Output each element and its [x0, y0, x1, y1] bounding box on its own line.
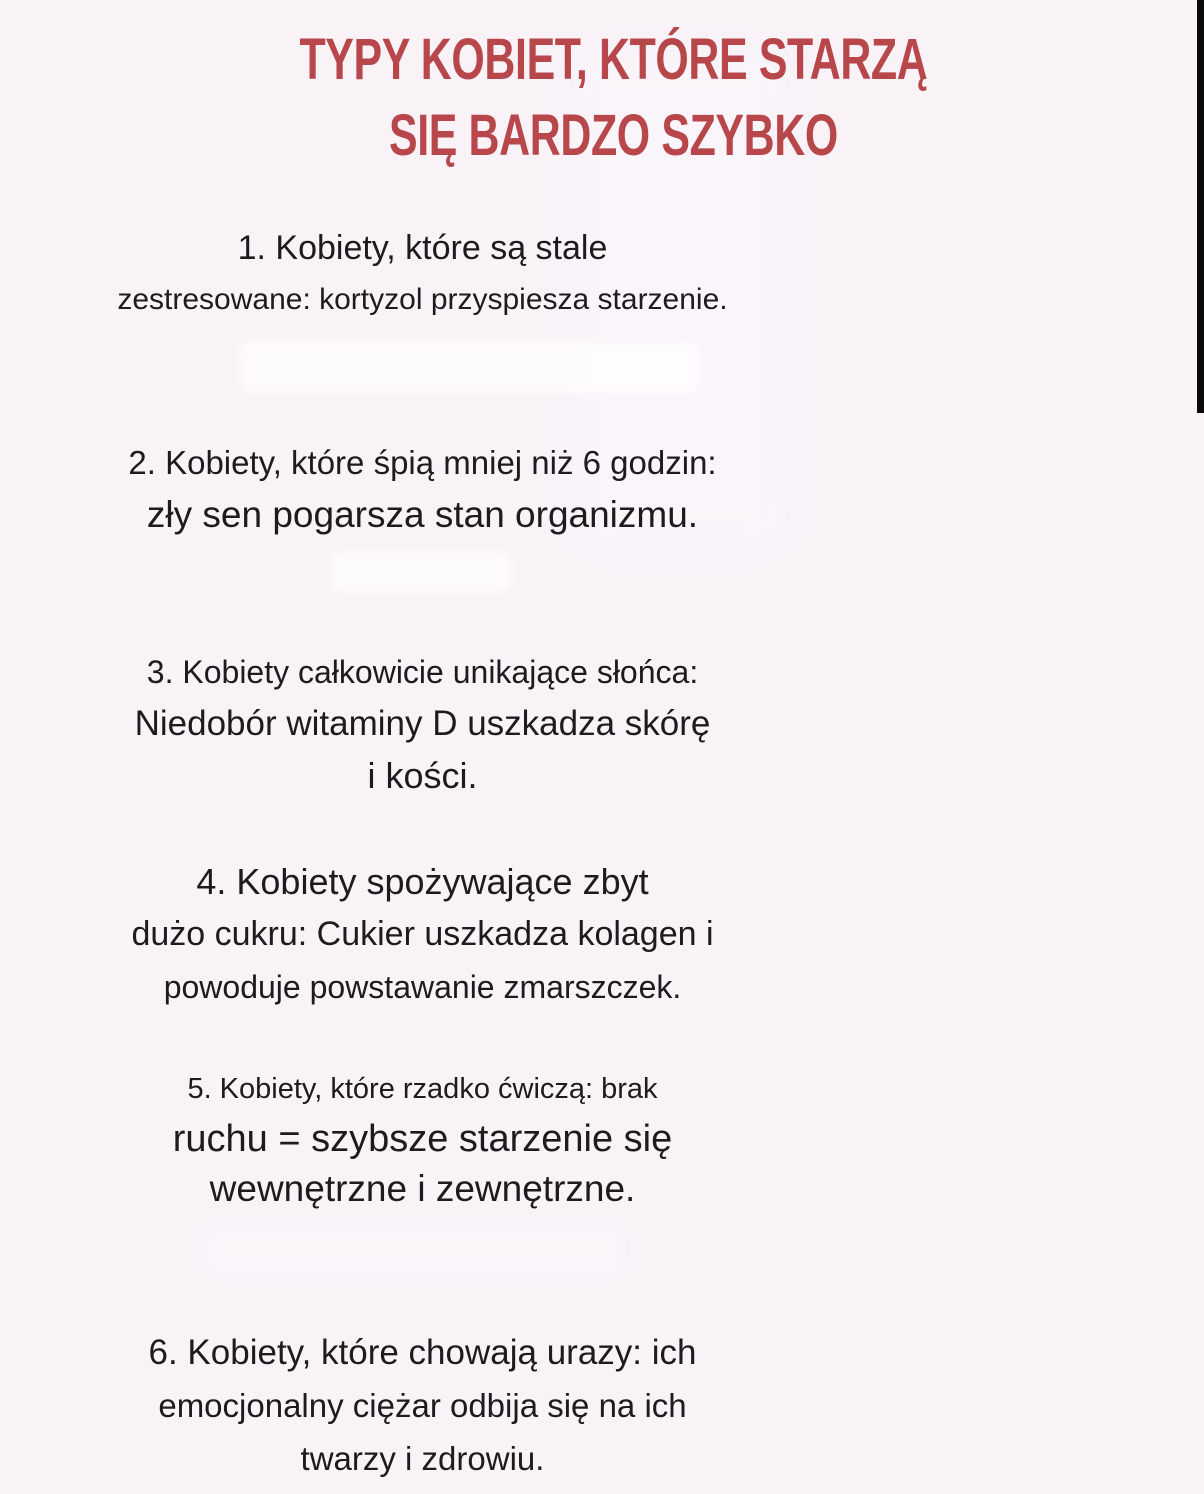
list-item-2-line-1: 2. Kobiety, które śpią mniej niż 6 godzin: [128, 444, 717, 481]
page-title-line-2: SIĘ BARDZO SZYBKO [388, 103, 838, 168]
faded-overlay-artifact [240, 342, 700, 392]
list-item-1 [0, 222, 845, 326]
list-item-4-line-1: 4. Kobiety spożywające zbyt [196, 861, 649, 902]
video-crop-bar [1197, 0, 1204, 413]
list-item-3-line-3: i kości. [367, 755, 478, 796]
list-item-5-line-2: ruchu = szybsze starzenie się [172, 1118, 673, 1160]
list-item-4-line-3: powoduje powstawanie zmarszczek. [163, 969, 682, 1005]
page-title-line-1: TYPY KOBIET, KTÓRE STARZĄ [299, 27, 927, 92]
list-item-2-line-2: zły sen pogarsza stan organizmu. [146, 494, 699, 535]
list-item-1-line-1: 1. Kobiety, które są stale [237, 229, 608, 267]
faded-overlay-artifact [210, 1230, 620, 1272]
list-item-6-line-3: twarzy i zdrowiu. [300, 1440, 545, 1477]
faded-overlay-artifact [332, 553, 512, 591]
list-item-2 [0, 437, 845, 541]
list-item-5-line-3: wewnętrzne i zewnętrzne. [209, 1168, 636, 1209]
list-item-3 [0, 646, 845, 802]
list-item-6-line-2: emocjonalny ciężar odbija się na ich [158, 1387, 687, 1424]
list-item-1-line-2: zestresowane: kortyzol przyspiesza starzenie. [117, 283, 728, 316]
list-item-4 [0, 855, 845, 1014]
list-item-6 [0, 1326, 845, 1485]
page-title [0, 22, 1204, 174]
list-item-3-line-1: 3. Kobiety całkowicie unikające słońca: [146, 654, 699, 690]
list-item-5-line-1: 5. Kobiety, które rzadko ćwiczą: brak [187, 1073, 658, 1105]
list-item-6-line-1: 6. Kobiety, które chowają urazy: ich [148, 1333, 697, 1372]
list-item-5 [0, 1064, 845, 1214]
list-item-4-line-2: dużo cukru: Cukier uszkadza kolagen i [131, 915, 714, 953]
list-item-3-line-2: Niedobór witaminy D uszkadza skórę [134, 704, 711, 743]
